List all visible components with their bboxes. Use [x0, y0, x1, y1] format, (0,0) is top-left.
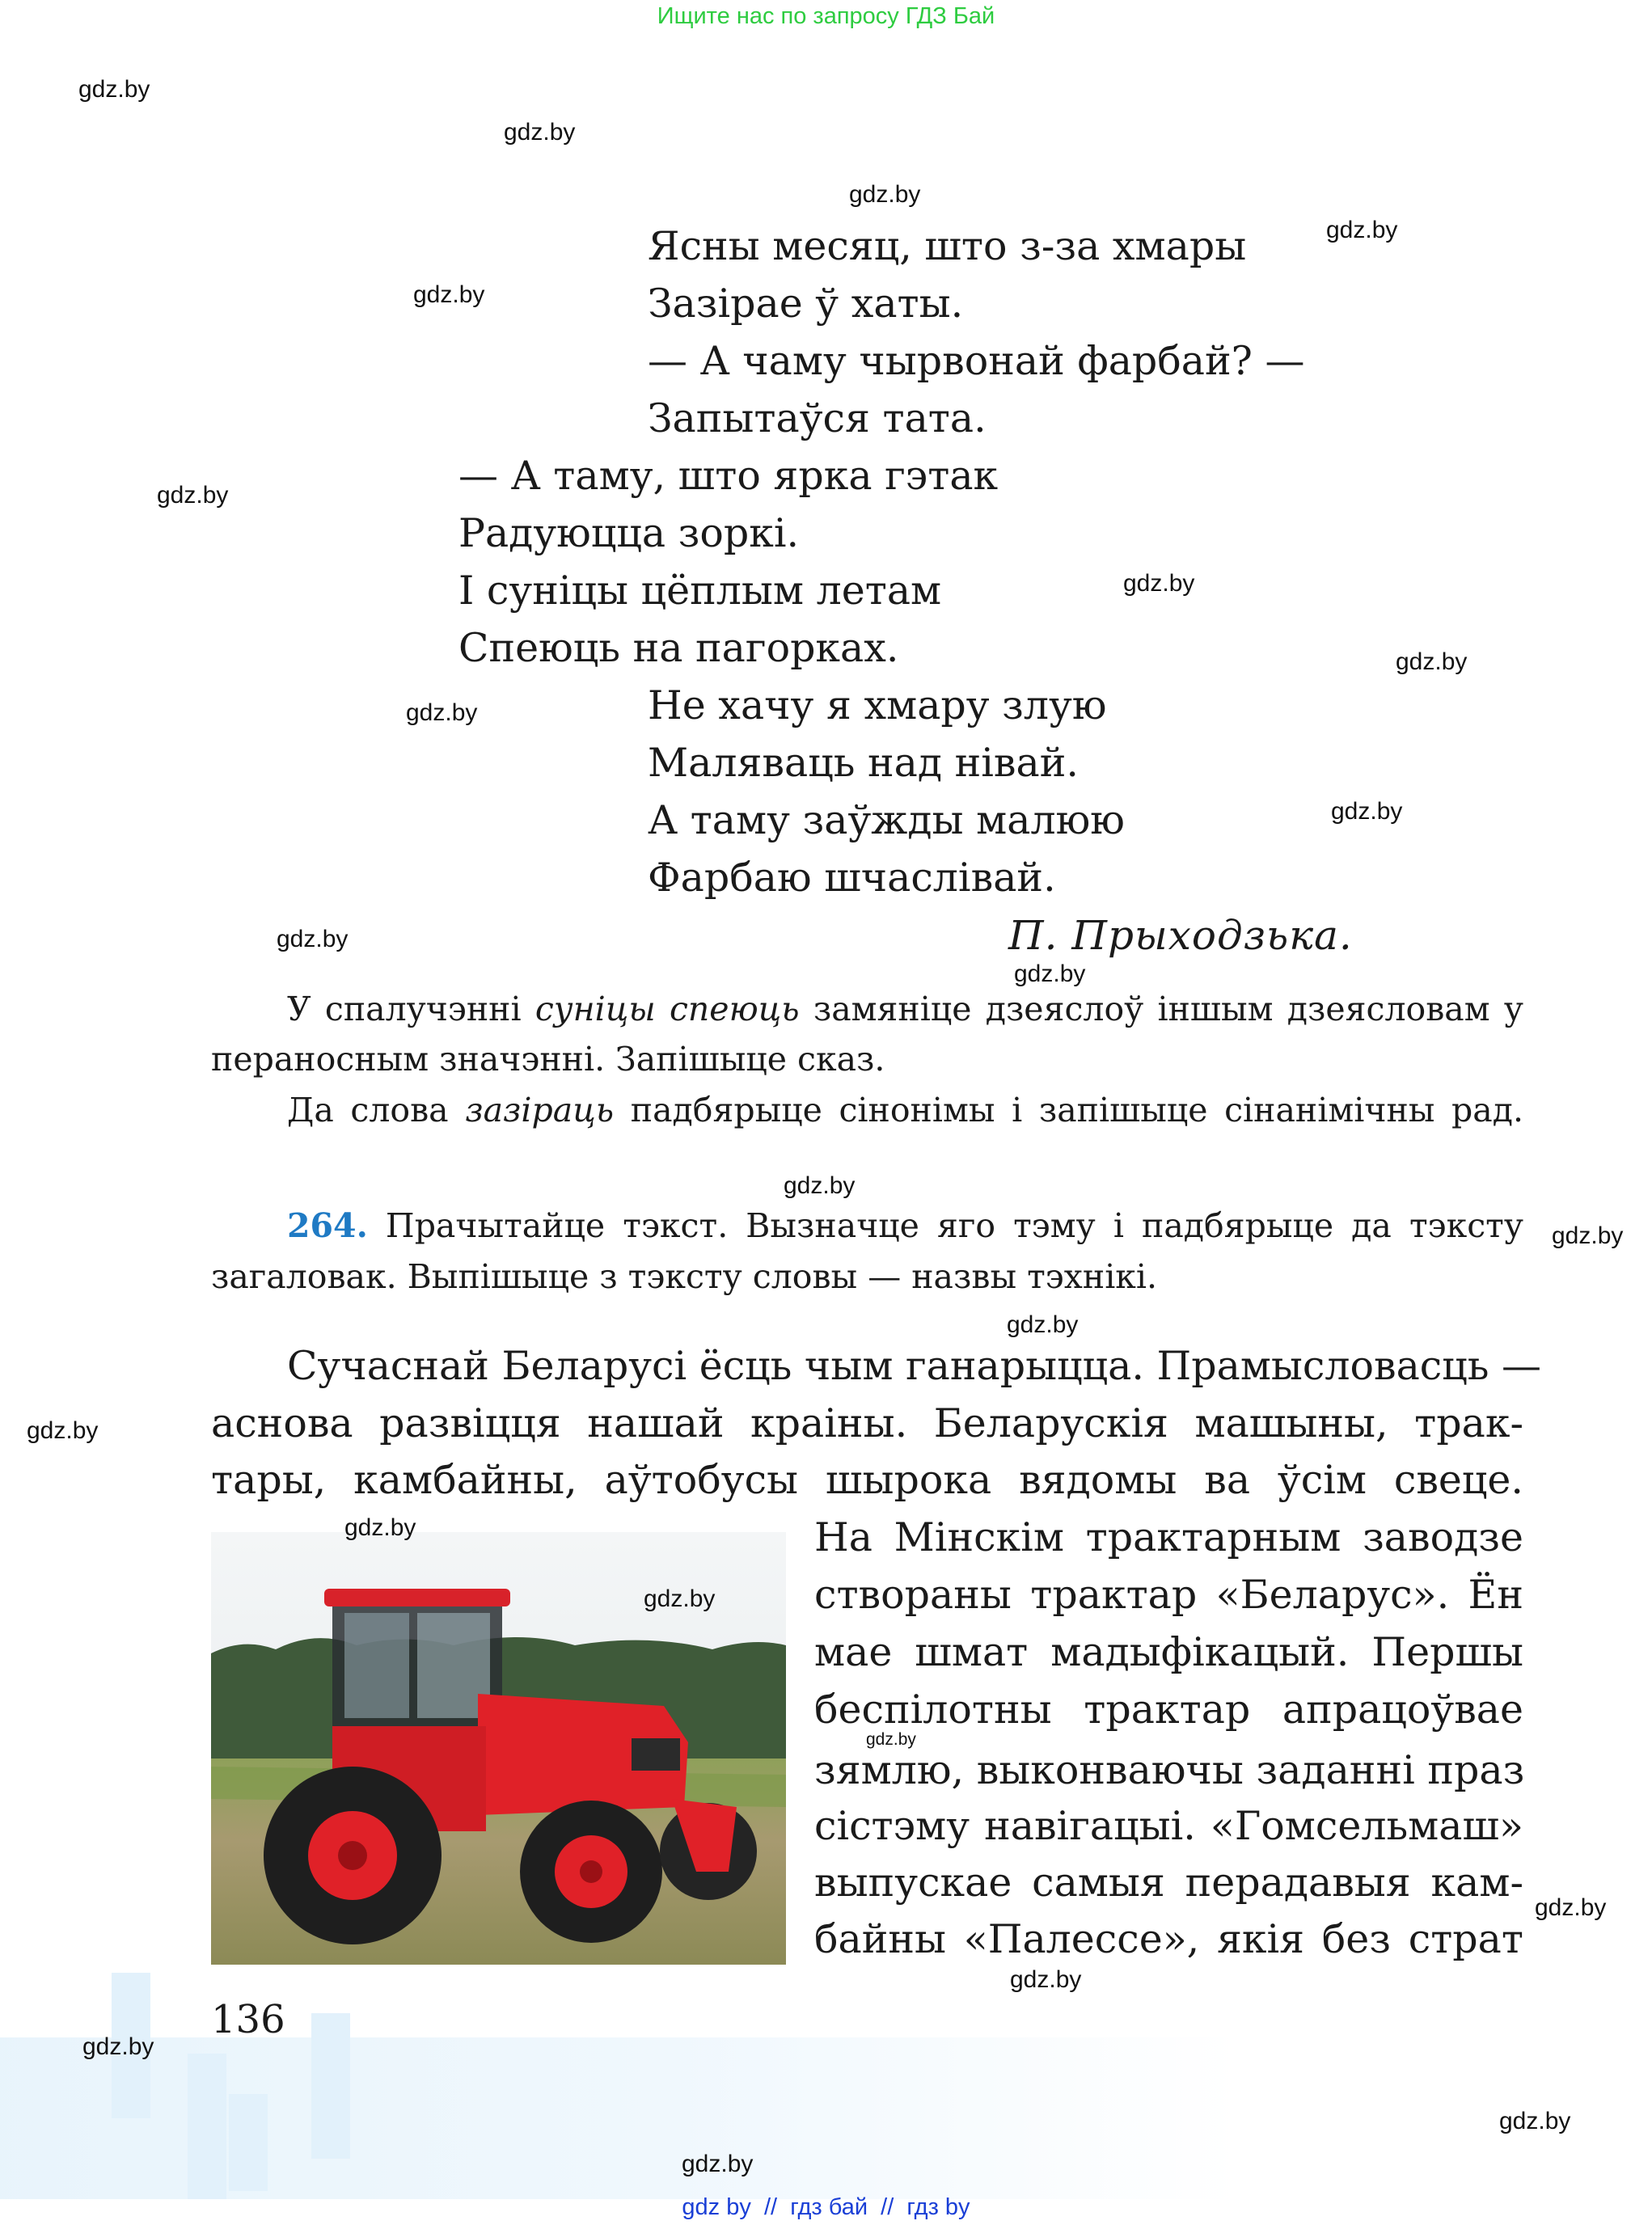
- task-text: У спалучэнні: [287, 990, 535, 1028]
- poem-line: Спеюць на пагорках.: [458, 625, 899, 671]
- watermark: gdz.by: [1014, 961, 1086, 987]
- body-line: выпускае самыя перадавыя кам-: [814, 1860, 1523, 1906]
- body-line: тары, камбайны, аўтобусы шырока вядомы ва ўсім свеце.: [211, 1457, 1523, 1503]
- watermark: gdz.by: [1326, 217, 1398, 243]
- watermark: gdz.by: [157, 482, 229, 509]
- watermark: gdz.by: [277, 926, 349, 952]
- poem-line: — А чаму чырвонай фарбай? —: [648, 338, 1305, 384]
- poem-line: Запытаўся тата.: [648, 395, 987, 441]
- watermark: gdz.by: [504, 119, 576, 146]
- watermark: gdz.by: [413, 281, 485, 308]
- body-line: створаны трактар «Беларус». Ён: [814, 1572, 1523, 1618]
- task-line: [287, 1092, 1523, 1129]
- poem-line: Радуюцца зоркі.: [458, 510, 800, 556]
- poem-line: Маляваць над нівай.: [648, 740, 1079, 786]
- decor-square: [311, 2013, 350, 2159]
- poem-line: — А таму, што ярка гэтак: [458, 453, 999, 499]
- watermark: gdz.by: [82, 2033, 154, 2060]
- watermark: gdz.by: [406, 699, 478, 726]
- body-line: сістэму навігацыі. «Гомсельмаш»: [814, 1803, 1523, 1849]
- decor-square: [188, 2054, 226, 2199]
- search-banner[interactable]: Ищите нас по запросу ГДЗ Бай: [657, 3, 995, 29]
- watermark: gdz.by: [1007, 1311, 1079, 1338]
- footer-links[interactable]: gdz by // гдз бай // гдз by: [682, 2194, 970, 2220]
- watermark: gdz.by: [344, 1514, 416, 1541]
- watermark: gdz.by: [682, 2151, 754, 2177]
- watermark: gdz.by: [1499, 2108, 1571, 2134]
- poem-line: Зазірае ў хаты.: [648, 281, 964, 327]
- task-emphasis: суніцы спеюць: [534, 990, 800, 1028]
- task-text: Да слова: [287, 1091, 466, 1129]
- watermark: gdz.by: [1331, 798, 1403, 825]
- watermark: gdz.by: [1552, 1222, 1624, 1249]
- body-line: байны «Палессе», якія без страт: [814, 1916, 1523, 1962]
- exercise-number: 264.: [287, 1206, 368, 1245]
- task-line: пераносным значэнні. Запішыце сказ.: [211, 1040, 885, 1079]
- body-line: зямлю, выконваючы заданні праз: [814, 1747, 1525, 1793]
- body-line: аснова развіцця нашай краіны. Беларускія машыны, трак-: [211, 1400, 1523, 1446]
- task-text: замяніце дзеяслоў іншым дзеясловам у: [799, 990, 1523, 1028]
- decor-square: [229, 2094, 268, 2191]
- page-number: 136: [211, 1997, 285, 2042]
- body-line: Сучаснай Беларусі ёсць чым ганарыцца. Прамысловасць —: [287, 1343, 1542, 1389]
- task-line: [287, 991, 1523, 1028]
- body-line: мае шмат мадыфікацый. Першы: [814, 1629, 1523, 1675]
- poem-line: Не хачу я хмару злую: [648, 682, 1107, 728]
- watermark: gdz.by: [1535, 1894, 1607, 1921]
- task-emphasis: зазіраць: [465, 1091, 615, 1129]
- watermark: gdz.by: [27, 1417, 99, 1444]
- task-text: падбярыце сінонімы і запішыце сінанімічны рад.: [614, 1091, 1524, 1129]
- poem-line: Фарбаю шчаслівай.: [648, 855, 1056, 901]
- exercise-line: [287, 1208, 1523, 1244]
- watermark: gdz.by: [784, 1172, 856, 1199]
- exercise-text: Прачытайце тэкст. Вызначце яго тэму і падбярыце да тэксту: [367, 1206, 1523, 1245]
- body-line: беспілотны трактар апрацоўвае: [814, 1687, 1523, 1733]
- watermark: gdz.by: [1123, 570, 1195, 597]
- body-line: На Мінскім трактарным заводзе: [814, 1514, 1523, 1560]
- watermark: gdz.by: [1010, 1966, 1082, 1993]
- poem-line: А таму заўжды малюю: [648, 797, 1125, 843]
- watermark: gdz.by: [78, 76, 150, 103]
- poem-line: Ясны месяц, што з-за хмары: [648, 223, 1247, 269]
- poem-line: І суніцы цёплым летам: [458, 568, 942, 614]
- watermark: gdz.by: [866, 1730, 916, 1749]
- poem-author: П. Прыходзька.: [1008, 912, 1353, 959]
- watermark: gdz.by: [849, 181, 921, 208]
- exercise-line: загаловак. Выпішыце з тэксту словы — назвы тэхнікі.: [211, 1257, 1158, 1296]
- watermark: gdz.by: [1396, 648, 1468, 675]
- watermark: gdz.by: [644, 1585, 716, 1612]
